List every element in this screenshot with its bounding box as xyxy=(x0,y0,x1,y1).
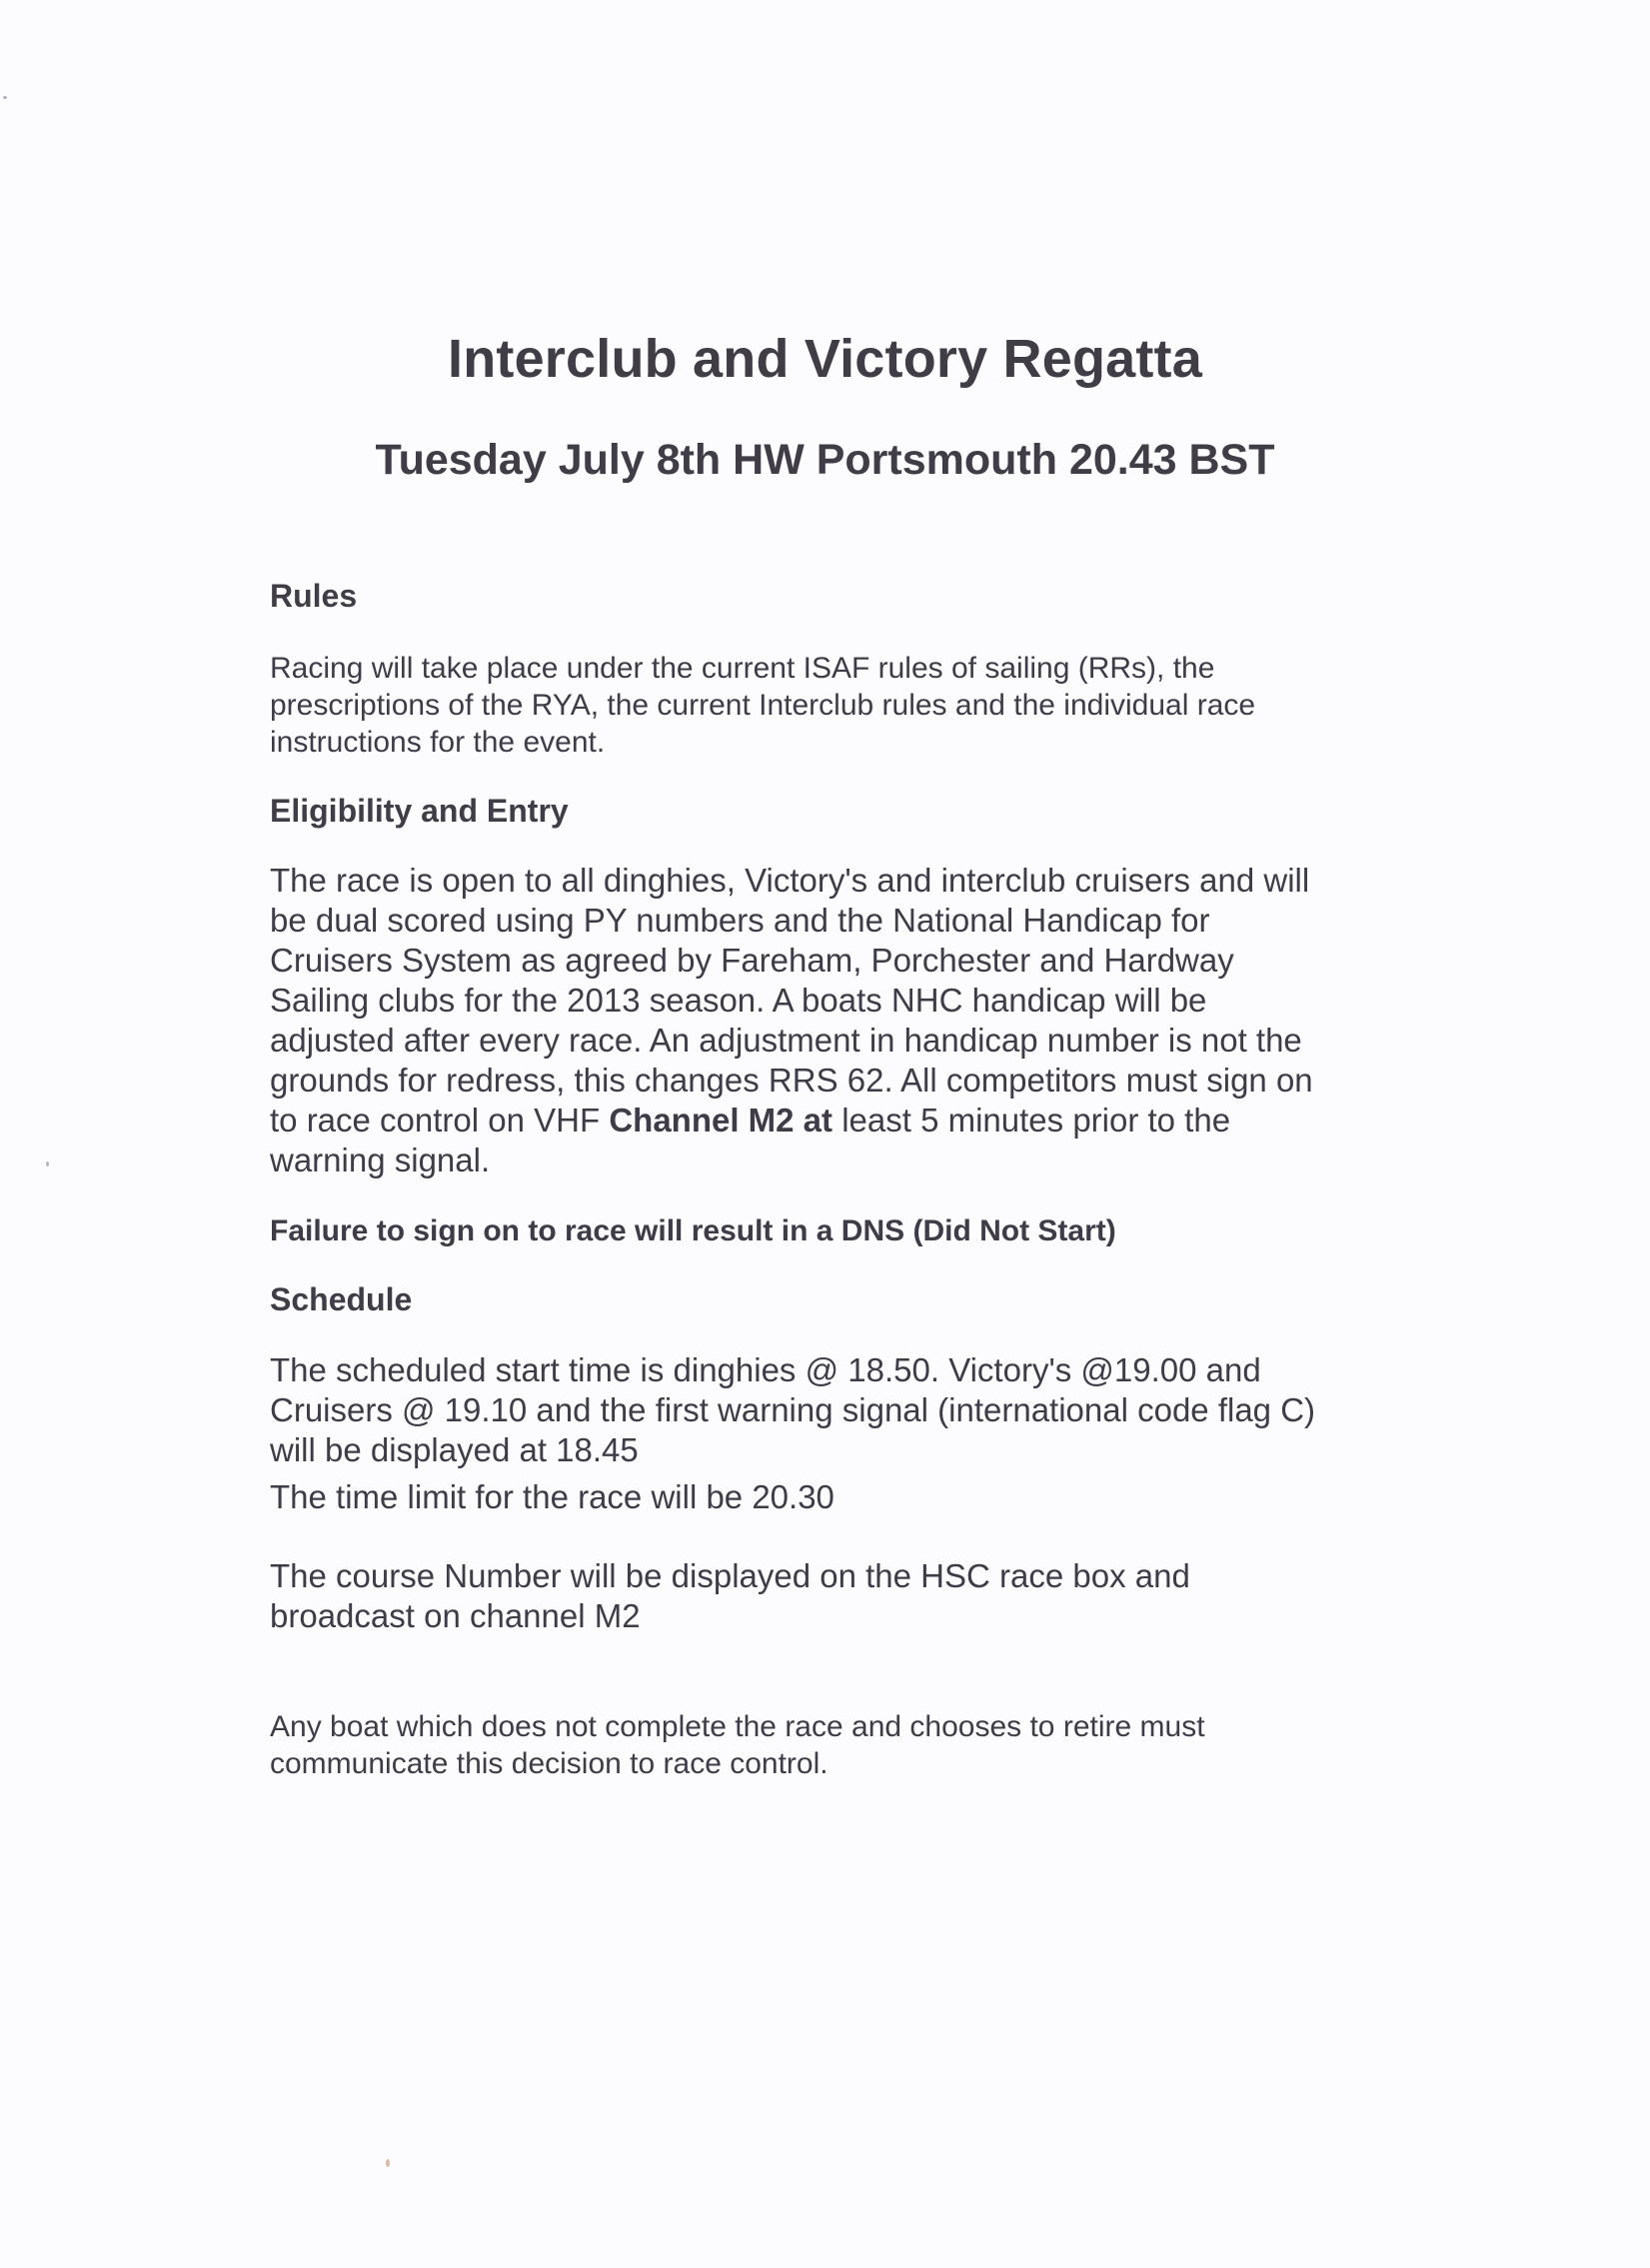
failure-notice: Failure to sign on to race will result in a DNS (Did Not Start) xyxy=(270,1214,1116,1247)
document-title: Interclub and Victory Regatta xyxy=(448,329,1202,389)
schedule-line: Cruisers @ 19.10 and the first warning signal (international code flag C) xyxy=(270,1391,1316,1428)
retire-line: Any boat which does not complete the race and chooses to retire must xyxy=(270,1710,1205,1743)
retire-line: communicate this decision to race control. xyxy=(270,1747,828,1780)
retire-paragraph xyxy=(270,1708,1205,1782)
schedule-heading: Schedule xyxy=(270,1281,413,1317)
time-limit: The time limit for the race will be 20.30 xyxy=(270,1478,834,1515)
eligibility-heading: Eligibility and Entry xyxy=(270,793,569,829)
eligibility-line: Sailing clubs for the 2013 season. A boats NHC handicap will be xyxy=(270,982,1207,1019)
scan-speck xyxy=(386,2159,390,2167)
scan-speck xyxy=(3,96,7,99)
document-subtitle: Tuesday July 8th HW Portsmouth 20.43 BST xyxy=(375,436,1275,484)
channel-emphasis: Channel M2 at xyxy=(609,1102,833,1138)
eligibility-text: least 5 minutes prior to the xyxy=(832,1102,1231,1138)
course-line: broadcast on channel M2 xyxy=(270,1597,641,1634)
rules-heading: Rules xyxy=(270,578,358,614)
eligibility-line xyxy=(270,1101,1313,1140)
schedule-line: will be displayed at 18.45 xyxy=(270,1431,639,1468)
eligibility-line: Cruisers System as agreed by Fareham, Porchester and Hardway xyxy=(270,942,1234,979)
scan-speck xyxy=(46,1161,49,1166)
eligibility-line: warning signal. xyxy=(270,1141,491,1178)
course-paragraph xyxy=(270,1556,1190,1636)
rules-line: prescriptions of the RYA, the current Interclub rules and the individual race xyxy=(270,689,1256,722)
rules-line: Racing will take place under the current ISAF rules of sailing (RRs), the xyxy=(270,652,1215,685)
eligibility-line: be dual scored using PY numbers and the National Handicap for xyxy=(270,902,1210,939)
eligibility-line: adjusted after every race. An adjustment in handicap number is not the xyxy=(270,1022,1302,1059)
rules-paragraph xyxy=(270,650,1255,761)
eligibility-line: The race is open to all dinghies, Victory's and interclub cruisers and will xyxy=(270,862,1310,899)
schedule-paragraph xyxy=(270,1350,1315,1470)
course-line: The course Number will be displayed on the HSC race box and xyxy=(270,1557,1190,1594)
eligibility-text: to race control on VHF xyxy=(270,1102,610,1138)
schedule-line: The scheduled start time is dinghies @ 18.50. Victory's @19.00 and xyxy=(270,1351,1261,1388)
rules-line: instructions for the event. xyxy=(270,726,606,759)
eligibility-paragraph xyxy=(270,861,1313,1180)
eligibility-line: grounds for redress, this changes RRS 62. All competitors must sign on xyxy=(270,1062,1313,1099)
